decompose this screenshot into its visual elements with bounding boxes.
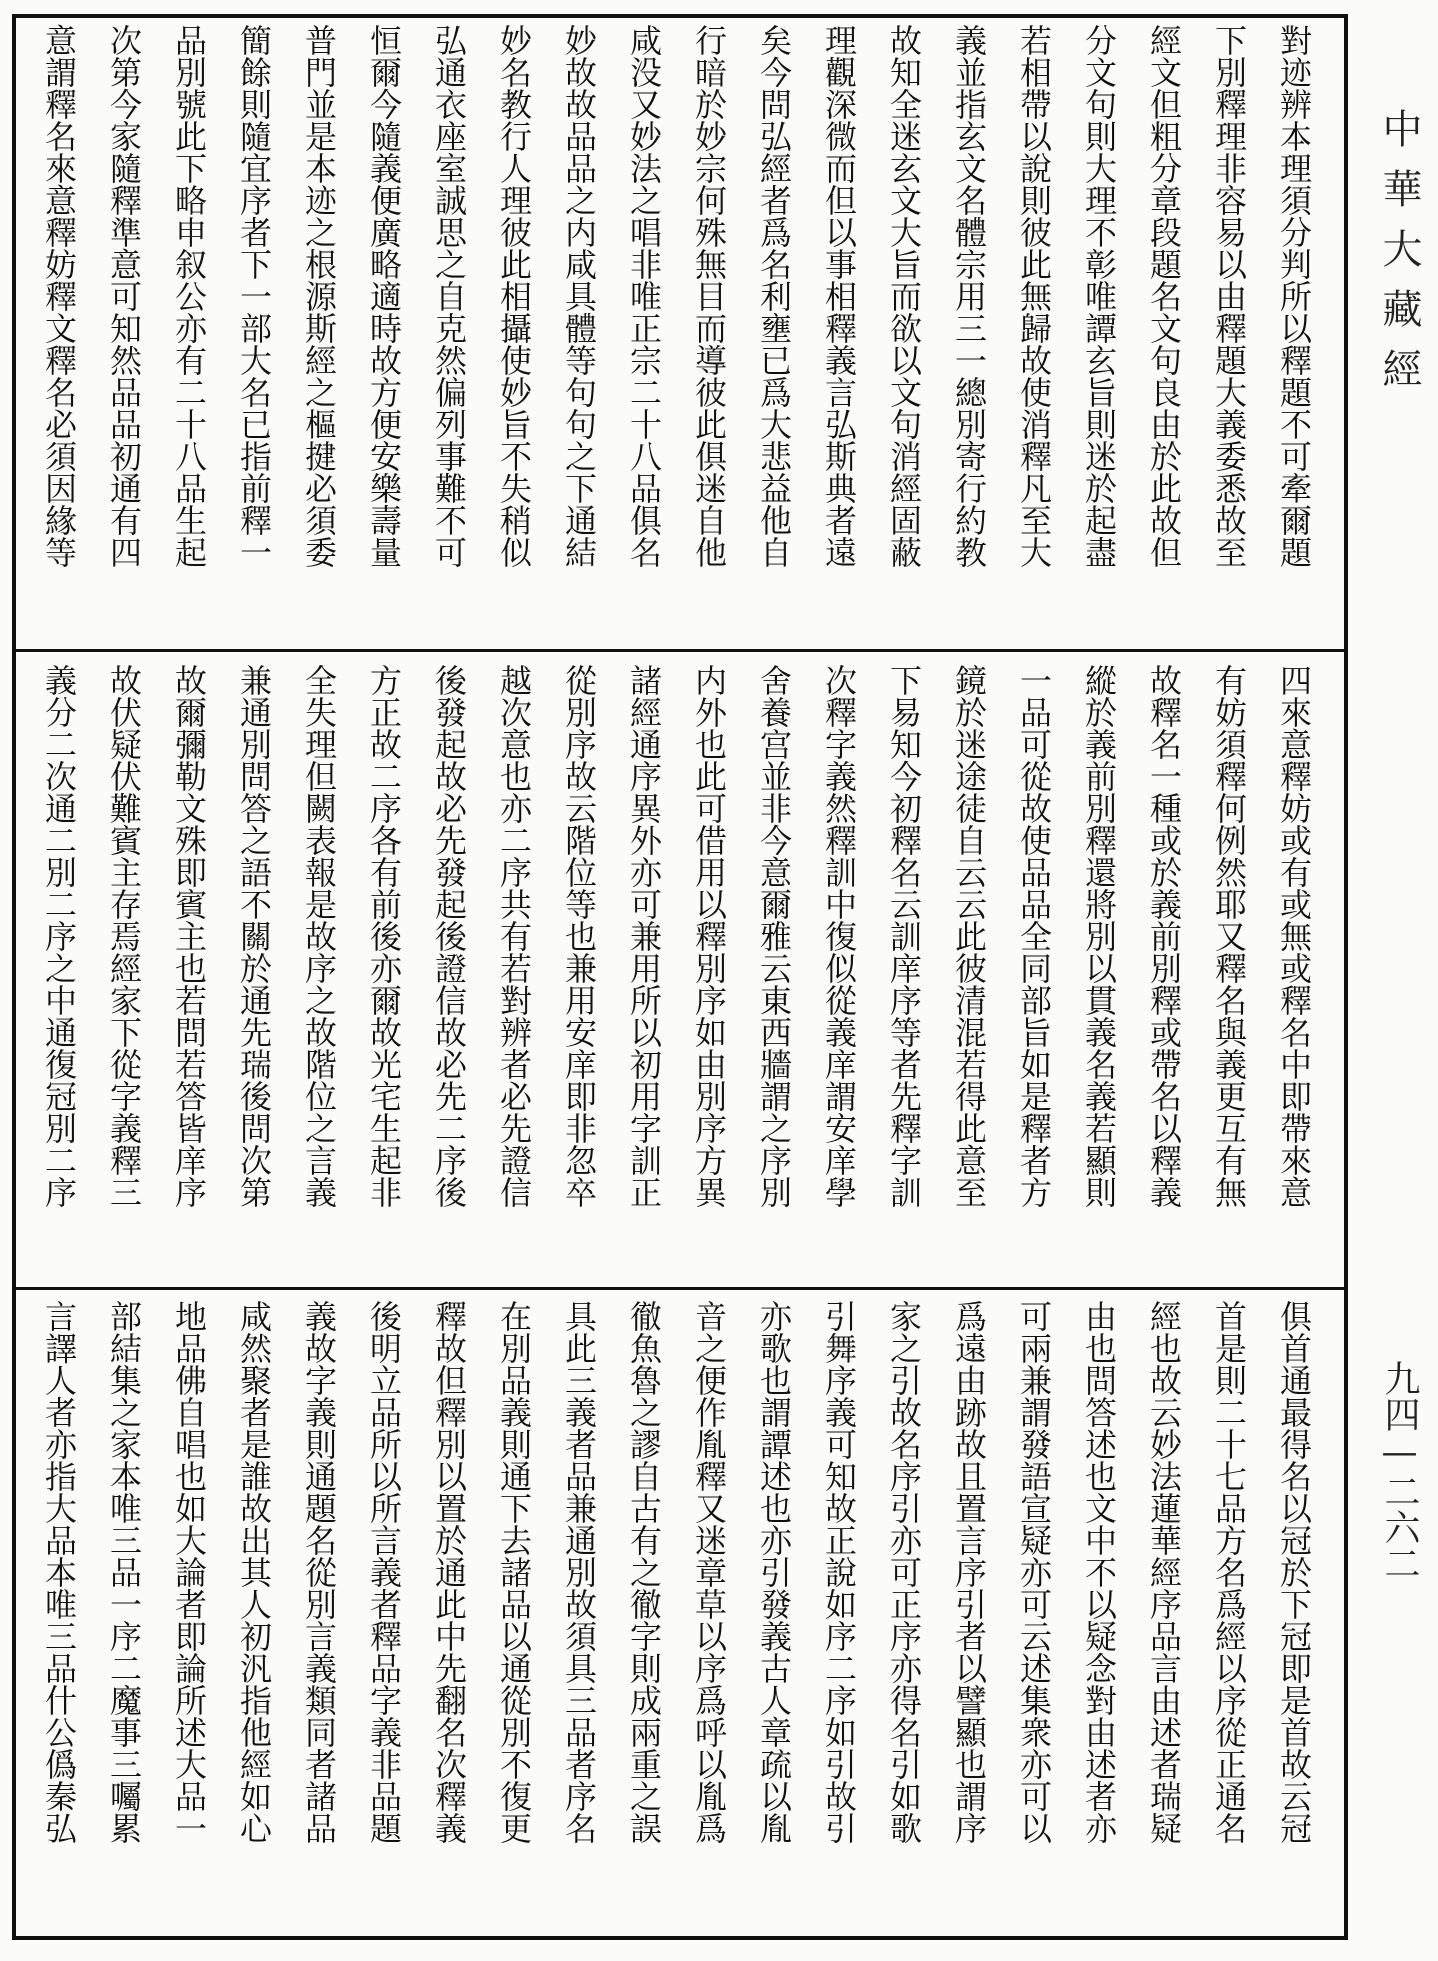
- text-column: 爲遠由跡故且置言序引者以譬顯也謂序: [950, 1300, 988, 1844]
- text-column: 徹魚魯之謬自古有之徹字則成兩重之誤: [625, 1300, 663, 1844]
- text-column: 引舞序義可知故正說如序二序如引故引: [820, 1300, 858, 1844]
- text-column: 内外也此可借用以釋別序如由別序方異: [690, 664, 728, 1208]
- text-panel-lower: [30, 1300, 1330, 1920]
- text-column: 縱於義前別釋還將別以貫義名義若顯則: [1080, 664, 1118, 1208]
- text-column: 弘通衣座室誠思之自克然偏列事難不可: [430, 24, 468, 568]
- text-column: 越次意也亦二序共有若對辨者必先證信: [495, 664, 533, 1208]
- text-column: 部結集之家本唯三品一序二魔事三囑累: [105, 1300, 143, 1844]
- text-column: 普門並是本迹之根源斯經之樞揵必須委: [300, 24, 338, 568]
- text-column: 具此三義者品兼通別故須具三品者序名: [560, 1300, 598, 1844]
- text-column: 矣今問弘經者爲名利壅已爲大悲益他自: [755, 24, 793, 568]
- text-column: 四來意釋妨或有或無或釋名中即帶來意: [1275, 664, 1313, 1208]
- text-column: 妙故故品品之内咸具體等句句之下通結: [560, 24, 598, 568]
- text-column: 妙名教行人理彼此相攝使妙旨不失稍似: [495, 24, 533, 568]
- text-column: 俱首通最得名以冠於下冠即是首故云冠: [1275, 1300, 1313, 1844]
- text-column: 下易知今初釋名云訓庠序等者先釋字訓: [885, 664, 923, 1208]
- text-column: 後明立品所以所言義者釋品字義非品題: [365, 1300, 403, 1844]
- text-column: 理觀深微而但以事相釋義言弘斯典者遠: [820, 24, 858, 568]
- text-column: 恒爾今隨義便廣略適時故方便安樂壽量: [365, 24, 403, 568]
- text-column: 言譯人者亦指大品本唯三品什公僞秦弘: [40, 1300, 78, 1844]
- text-column: 次釋字義然釋訓中復似從義庠謂安庠學: [820, 664, 858, 1208]
- text-column: 方正故二序各有前後亦爾故光宅生起非: [365, 664, 403, 1208]
- text-column: 行暗於妙宗何殊無目而導彼此俱迷自他: [690, 24, 728, 568]
- text-column: 鏡於迷途徒自云云此彼清混若得此意至: [950, 664, 988, 1208]
- text-column: 次第今家隨釋準意可知然品品初通有四: [105, 24, 143, 568]
- text-column: 全失理但闕表報是故序之故階位之言義: [300, 664, 338, 1208]
- text-panel-upper: [30, 24, 1330, 634]
- text-column: 義並指玄文名體宗用三一總別寄行約教: [950, 24, 988, 568]
- text-panel-middle: [30, 664, 1330, 1274]
- text-column: 故釋名一種或於義前別釋或帶名以釋義: [1145, 664, 1183, 1208]
- text-column: 首是則二十七品方名爲經以序從正通名: [1210, 1300, 1248, 1844]
- text-column: 若相帶以說則彼此無歸故使消釋凡至大: [1015, 24, 1053, 568]
- text-column: 一品可從故使品品全同部旨如是釋者方: [1015, 664, 1053, 1208]
- text-column: 故知全迷玄文大旨而欲以文句消經固蔽: [885, 24, 923, 568]
- text-column: 意謂釋名來意釋妨釋文釋名必須因緣等: [40, 24, 78, 568]
- text-column: 故爾彌勒文殊即賓主也若問若答皆庠序: [170, 664, 208, 1208]
- text-column: 經文但粗分章段題名文句良由於此故但: [1145, 24, 1183, 568]
- panel-divider-lower: [12, 1287, 1348, 1290]
- text-column: 諸經通序異外亦可兼用所以初用字訓正: [625, 664, 663, 1208]
- text-column: 對迹辨本理須分判所以釋題不可牽爾題: [1275, 24, 1313, 568]
- text-column: 地品佛自唱也如大論者即論所述大品一: [170, 1300, 208, 1844]
- text-column: 可兩兼謂發語宣疑亦可云述集衆亦可以: [1015, 1300, 1053, 1844]
- text-column: 義故字義則通題名從別言義類同者諸品: [300, 1300, 338, 1844]
- text-column: 咸没又妙法之唱非唯正宗二十八品俱名: [625, 24, 663, 568]
- text-column: 舍養宫並非今意爾雅云東西牆謂之序別: [755, 664, 793, 1208]
- text-column: 在別品義則通下去諸品以通從別不復更: [495, 1300, 533, 1844]
- text-column: 有妨須釋何例然耶又釋名與義更互有無: [1210, 664, 1248, 1208]
- text-column: 釋故但釋別以置於通此中先翻名次釋義: [430, 1300, 468, 1844]
- text-column: 兼通別問答之語不關於通先瑞後問次第: [235, 664, 273, 1208]
- text-column: 義分二次通二別二序之中通復冠別二序: [40, 664, 78, 1208]
- collection-title: 中華大藏經: [1376, 108, 1422, 408]
- text-column: 分文句則大理不彰唯譚玄旨則迷於起盡: [1080, 24, 1118, 568]
- page-number: 九四—二六二: [1379, 1360, 1420, 1581]
- text-column: 家之引故名序引亦可正序亦得名引如歌: [885, 1300, 923, 1844]
- text-column: 故伏疑伏難賓主存焉經家下從字義釋三: [105, 664, 143, 1208]
- panel-divider-upper: [12, 649, 1348, 652]
- text-column: 音之便作胤釋又迷章草以序爲呼以胤爲: [690, 1300, 728, 1844]
- text-column: 亦歌也謂譚述也亦引發義古人章疏以胤: [755, 1300, 793, 1844]
- text-column: 咸然聚者是誰故出其人初汎指他經如心: [235, 1300, 273, 1844]
- text-column: 品別號此下略申叙公亦有二十八品生起: [170, 24, 208, 568]
- text-column: 下別釋理非容易以由釋題大義委悉故至: [1210, 24, 1248, 568]
- text-column: 後發起故必先發起後證信故必先二序後: [430, 664, 468, 1208]
- text-column: 經也故云妙法蓮華經序品言由述者瑞疑: [1145, 1300, 1183, 1844]
- text-column: 簡餘則隨宜序者下一部大名已指前釋一: [235, 24, 273, 568]
- text-column: 從別序故云階位等也兼用安庠即非忽卒: [560, 664, 598, 1208]
- text-column: 由也問答述也文中不以疑念對由述者亦: [1080, 1300, 1118, 1844]
